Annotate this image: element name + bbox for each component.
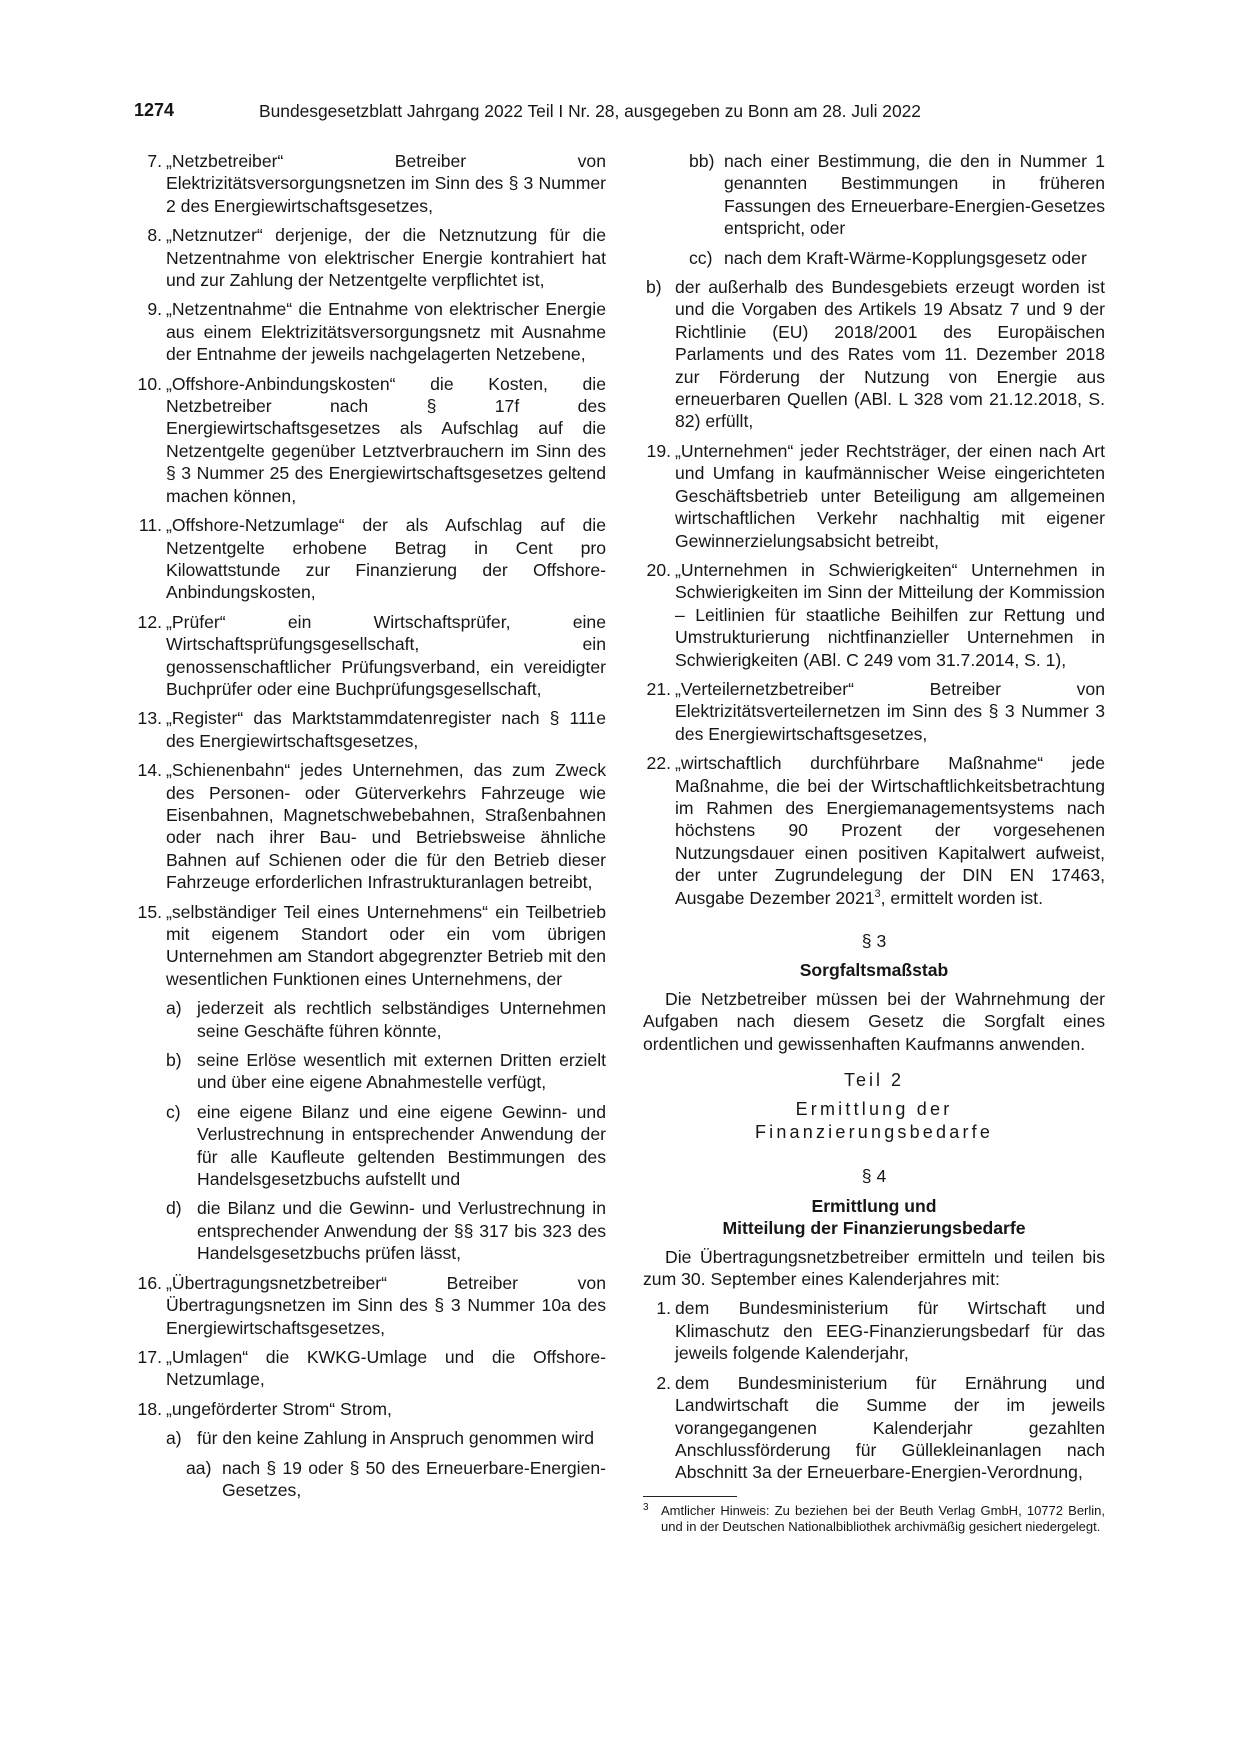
sub-item-label: a) <box>166 1428 182 1449</box>
list-item <box>134 707 606 752</box>
item-number: 18. <box>137 1398 162 1419</box>
section-body: Die Netzbetreiber müssen bei der Wahrnehmung der Aufgaben nach diesem Gesetz die Sorgfalt eines ordentlichen und gewissenhaften Kaufmanns anwenden. <box>643 988 1105 1054</box>
item-text: „Register“ das Marktstammdatenregister nach § 111e des Energiewirtschaftsgesetzes, <box>166 708 606 751</box>
item-number: 11. <box>138 515 162 536</box>
list-item <box>134 1398 606 1420</box>
item-number: 2. <box>656 1372 671 1393</box>
item-number: 9. <box>147 299 162 320</box>
list-item <box>134 298 606 365</box>
sub-item-label: a) <box>166 998 182 1019</box>
sub-sub-item <box>643 150 1105 240</box>
item-number: 20. <box>646 559 671 580</box>
item-number: 17. <box>137 1346 162 1367</box>
section-body: Die Übertragungsnetzbetreiber ermitteln und teilen bis zum 30. September eines Kalenderjahres mit: <box>643 1246 1105 1290</box>
item-number: 15. <box>137 901 162 922</box>
part-title-line: Finanzierungsbedarfe <box>754 1122 994 1143</box>
item-number: 16. <box>137 1272 162 1293</box>
item-number: 19. <box>646 440 671 461</box>
footnote <box>643 1503 1105 1536</box>
sub-item <box>134 1197 606 1264</box>
sub-item-text: eine eigene Bilanz und eine eigene Gewinn- und Verlustrechnung in entsprechender Anwendung der für alle Kaufleute geltenden Bestimmungen des Handelsgesetzbuchs aufstellt und <box>197 1101 606 1190</box>
item-text: „Offshore-Anbindungskosten“ die Kosten, die Netzbetreiber nach § 17f des Energiewirtschaftsgesetzes als Aufschlag auf die Netzentgelte gegenüber Letztverbrauchern im Sinn des § 3 Nummer 25 des Energiewirtschaftsgesetzes geltend machen können, <box>166 373 606 506</box>
page-header <box>134 100 1106 126</box>
item-number: 8. <box>147 225 162 246</box>
list-item <box>134 150 606 217</box>
list-item <box>134 224 606 291</box>
item-text: „selbständiger Teil eines Unternehmens“ ein Teilbetrieb mit eigenem Standort oder ein vom übrigen Unternehmen am Standort abgegrenzter Betrieb mit den wesentlichen Funktionen eines Unternehmens, der <box>166 901 606 989</box>
sub-sub-item-label: aa) <box>186 1457 212 1478</box>
list-item <box>134 759 606 893</box>
sub-item-text: der außerhalb des Bundesgebiets erzeugt worden ist und die Vorgaben des Artikels 19 Absatz 7 und 9 der Richtlinie (EU) 2018/2001 des Europäischen Parlaments und des Rates vom 11. Dezember 2018 zur Förderung der Nutzung von Energie aus erneuerbaren Quellen (ABl. L 328 vom 21.12.2018, S. 82) erfüllt, <box>675 277 1105 432</box>
list-item <box>134 901 606 991</box>
sub-item <box>134 997 606 1042</box>
footnote-text: Amtlicher Hinweis: Zu beziehen bei der Beuth Verlag GmbH, 10772 Berlin, und in der Deutschen Nationalbibliothek archivmäßig gesichert niedergelegt. <box>661 1502 1105 1535</box>
item-number: 1. <box>656 1298 671 1319</box>
sub-sub-item-text: nach einer Bestimmung, die den in Nummer 1 genannten Bestimmungen in früheren Fassungen des Erneuerbare-Energien-Gesetzes entspricht, oder <box>724 151 1105 239</box>
list-item <box>643 752 1105 909</box>
part-title <box>643 1098 1105 1144</box>
item-number: 7. <box>147 151 162 171</box>
item-text: „Schienenbahn“ jedes Unternehmen, das zum Zweck des Personen- oder Güterverkehrs Fahrzeuge wie Eisenbahnen, Magnetschwebebahnen, Straßenbahnen oder nach ihrer Bau- und Betriebsweise ähnliche Bahnen auf Schienen oder die für den Betrieb dieser Fahrzeuge erforderlichen Infrastrukturanlagen betreibt, <box>166 760 606 893</box>
list-item <box>643 440 1105 552</box>
item-text: dem Bundesministerium für Ernährung und Landwirtschaft die Summe der im jeweils vorangegangenen Kalenderjahr gezahlten Anschlussförderung für Güllekleinanlagen nach Abschnitt 3a der Erneuerbare-Energien-Verordnung, <box>675 1372 1105 1483</box>
sub-item-text: seine Erlöse wesentlich mit externen Dritten erzielt und über eine eigene Abnahmestelle verfügt, <box>197 1050 606 1093</box>
section-title: Sorgfaltsmaßstab <box>799 960 949 981</box>
item-text: „wirtschaftlich durchführbare Maßnahme“ jede Maßnahme, die bei der Wirtschaftlichkeitsbetrachtung im Rahmen des Energiemanagementsystems nach höchstens 90 Prozent der vorgesehenen Nutzungsdauer einen positiven Kapitalwert aufweist, der unter Zugrundelegung der DIN EN 17463, Ausgabe Dezember 2021 <box>675 753 1105 908</box>
item-number: 21. <box>646 678 671 699</box>
sub-sub-item <box>643 247 1105 269</box>
sub-sub-item <box>134 1457 606 1502</box>
footnote-number: 3 <box>643 1501 649 1513</box>
list-item <box>643 559 1105 671</box>
sub-sub-item-label: bb) <box>689 151 715 171</box>
sub-item <box>134 1101 606 1191</box>
sub-sub-item-text: nach § 19 oder § 50 des Erneuerbare-Energien-Gesetzes, <box>222 1457 606 1500</box>
list-item <box>134 1346 606 1391</box>
part-label: Teil 2 <box>843 1070 905 1091</box>
item-text: „Netznutzer“ derjenige, der die Netznutzung für die Netzentnahme von elektrischer Energie kontrahiert hat und zur Zahlung der Netzentgelte verpflichtet ist, <box>166 225 606 291</box>
section-title-line: Ermittlung und <box>811 1195 937 1216</box>
page-number: 1274 <box>134 100 175 120</box>
list-item <box>134 373 606 507</box>
item-text: „Offshore-Netzumlage“ der als Aufschlag auf die Netzentgelte erhobene Betrag in Cent pro Kilowattstunde zur Finanzierung der Offshore-Anbindungskosten, <box>166 515 606 603</box>
item-text: „Unternehmen“ jeder Rechtsträger, der einen nach Art und Umfang in kaufmännischer Weise eingerichteten Geschäftsbetrieb unter Beteiligung am allgemeinen wirtschaftlichen Verkehr nachhaltig mit eigener Gewinnerzielungsabsicht betreibt, <box>675 440 1105 551</box>
footnote-ref: 3 <box>874 887 881 900</box>
running-header: Bundesgesetzblatt Jahrgang 2022 Teil I Nr. 28, ausgegeben zu Bonn am 28. Juli 2022 <box>259 101 921 121</box>
list-item <box>134 1272 606 1339</box>
section-title <box>643 1195 1105 1240</box>
list-item <box>643 1372 1105 1484</box>
list-item <box>134 611 606 701</box>
item-text: „ungeförderter Strom“ Strom, <box>166 1398 392 1419</box>
sub-item <box>643 276 1105 433</box>
item-text: „Übertragungsnetzbetreiber“ Betreiber von Übertragungsnetzen im Sinn des § 3 Nummer 10a des Energiewirtschaftsgesetzes, <box>166 1272 606 1338</box>
sub-item <box>134 1049 606 1094</box>
item-text: „Prüfer“ ein Wirtschaftsprüfer, eine Wirtschaftsprüfungsgesellschaft, ein genossenschaftlicher Prüfungsverband, ein vereidigter Buchprüfer oder eine Buchprüfungsgesellschaft, <box>166 611 606 699</box>
section-number: § 3 <box>861 931 887 951</box>
section-number: § 4 <box>861 1166 887 1187</box>
item-number: 14. <box>137 760 162 781</box>
item-text: „Umlagen“ die KWKG-Umlage und die Offshore-Netzumlage, <box>166 1346 606 1390</box>
list-item <box>134 514 606 604</box>
footnote-divider <box>643 1496 737 1497</box>
item-text: „Netzbetreiber“ Betreiber von Elektrizitätsversorgungsnetzen im Sinn des § 3 Nummer 2 des Energiewirtschaftsgesetzes, <box>166 151 606 216</box>
part-title-line: Ermittlung der <box>795 1099 953 1120</box>
item-text-tail: , ermittelt worden ist. <box>880 887 1043 908</box>
item-text: „Verteilernetzbetreiber“ Betreiber von Elektrizitätsverteilernetzen im Sinn des § 3 Nummer 3 des Energiewirtschaftsgesetzes, <box>675 678 1105 744</box>
sub-item-label: b) <box>166 1050 182 1071</box>
sub-item-text: die Bilanz und die Gewinn- und Verlustrechnung in entsprechender Anwendung der §§ 317 bis 323 des Handelsgesetzbuchs prüfen lässt, <box>197 1198 606 1264</box>
item-text: „Unternehmen in Schwierigkeiten“ Unternehmen in Schwierigkeiten im Sinn der Mitteilung der Kommission – Leitlinien für staatliche Beihilfen zur Rettung und Umstrukturierung nichtfinanzieller Unternehmen in Schwierigkeiten (ABl. C 249 vom 31.7.2014, S. 1), <box>675 559 1105 670</box>
item-number: 22. <box>646 753 671 774</box>
sub-sub-item-label: cc) <box>689 247 713 268</box>
list-item <box>643 678 1105 745</box>
left-column <box>134 150 606 1508</box>
section-title-line: Mitteilung der Finanzierungsbedarfe <box>722 1218 1026 1239</box>
item-number: 10. <box>137 373 162 394</box>
item-text: dem Bundesministerium für Wirtschaft und Klimaschutz den EEG-Finanzierungsbedarf für das jeweils folgende Kalenderjahr, <box>675 1298 1105 1364</box>
right-column <box>643 150 1105 1536</box>
sub-item-text: jederzeit als rechtlich selbständiges Unternehmen seine Geschäfte führen könnte, <box>197 998 606 1041</box>
sub-item-label: c) <box>166 1101 181 1122</box>
item-number: 13. <box>137 708 162 729</box>
list-item <box>643 1297 1105 1364</box>
sub-item <box>134 1427 606 1449</box>
sub-item-label: b) <box>646 277 662 298</box>
sub-item-text: für den keine Zahlung in Anspruch genommen wird <box>197 1428 595 1449</box>
item-number: 12. <box>137 611 162 632</box>
sub-item-label: d) <box>166 1198 182 1219</box>
sub-sub-item-text: nach dem Kraft-Wärme-Kopplungsgesetz oder <box>724 247 1087 268</box>
item-text: „Netzentnahme“ die Entnahme von elektrischer Energie aus einem Elektrizitätsversorgungsnetz mit Ausnahme der Entnahme der jeweils nachgelagerten Netzebene, <box>166 299 606 365</box>
